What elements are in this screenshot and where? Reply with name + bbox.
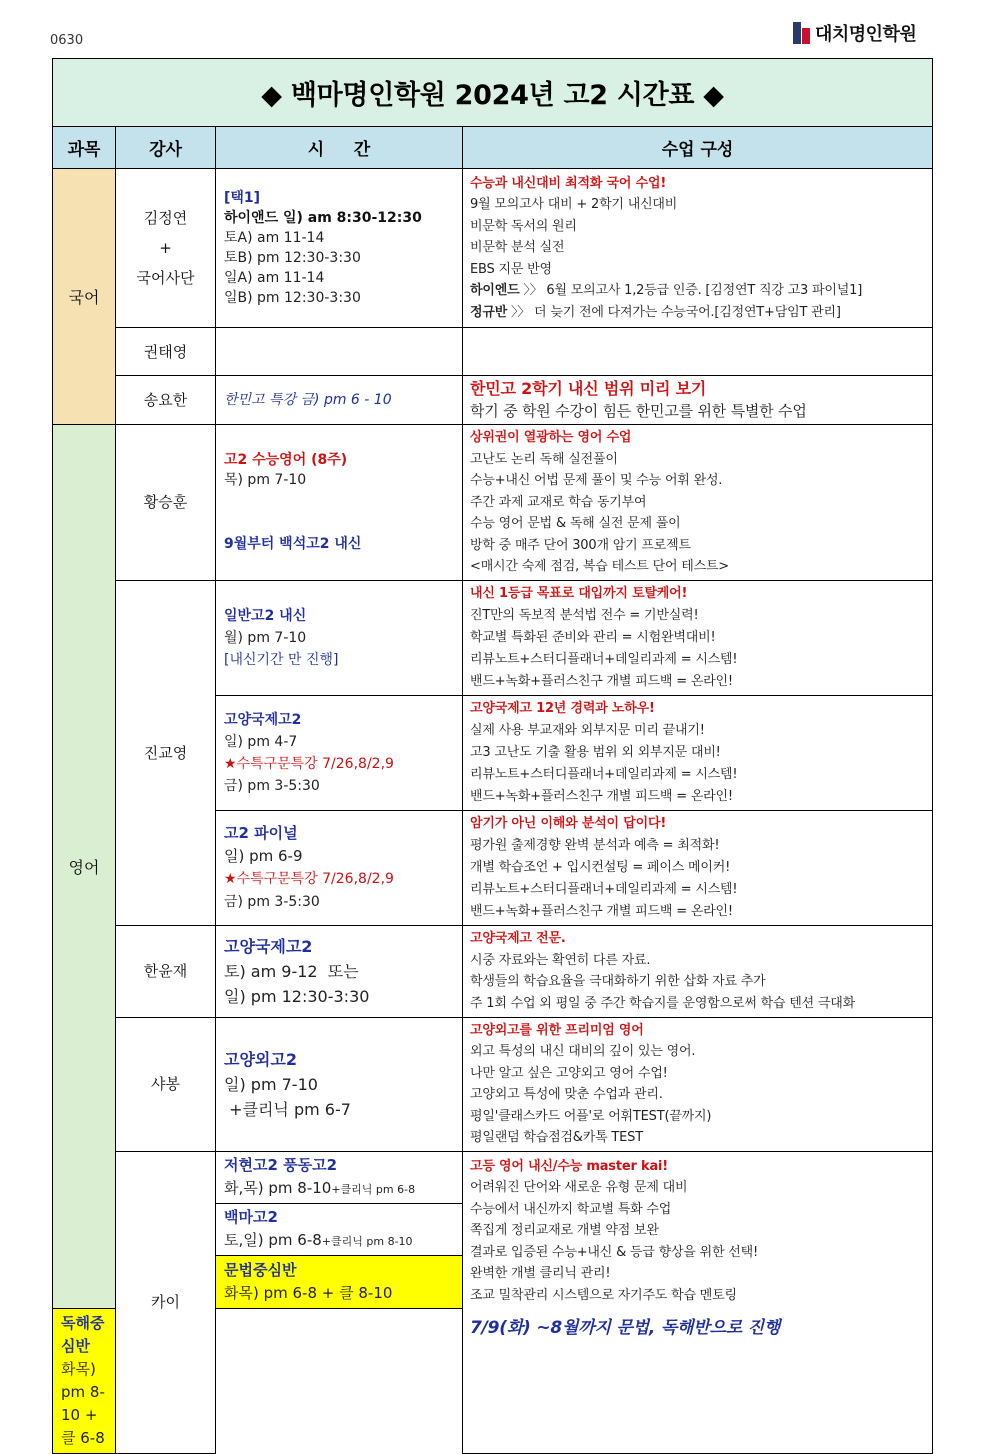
time-head: 고2 파이널: [224, 823, 298, 842]
content-head: 한민고 2학기 내신 범위 미리 보기: [470, 379, 707, 398]
content-line: 완벽한 개별 클리닉 관리!: [470, 1266, 611, 1281]
time-head: 독해중심반: [61, 1313, 105, 1355]
content-line: 개별 학습조언 + 입시컨설팅 = 페이스 메이커!: [470, 859, 731, 875]
time-line: 일B) pm 12:30-3:30: [224, 290, 361, 306]
content-line: 리뷰노트+스터디플래너+데일리과제 = 시스템!: [470, 766, 738, 782]
teacher-name: 김정연: [143, 209, 188, 227]
content-line: 쪽집게 정리교재로 개별 약점 보완: [470, 1223, 659, 1238]
content-kwon: [463, 328, 933, 376]
logo-text: 대치명인학원: [815, 24, 917, 45]
academy-logo: [793, 20, 916, 46]
time-head: 고양외고2: [224, 1049, 297, 1069]
content-head: 고등 영어 내신/수능 master kai!: [470, 1158, 669, 1174]
content-note: 7/9(화) ~8월까지 문법, 독해반으로 진행: [470, 1318, 781, 1338]
content-jin-goyang-intl: [463, 695, 933, 810]
time-line: 월) pm 7-10: [224, 629, 307, 646]
content-line: 리뷰노트+스터디플래너+데일리과제 = 시스템!: [470, 881, 738, 897]
time-line: 금) pm 3-5:30: [224, 777, 320, 794]
content-line: 비문학 분석 실전: [470, 240, 565, 256]
time-sharon: [216, 1017, 463, 1151]
time-line: 일) pm 7-10: [224, 1074, 318, 1094]
teacher-kwon: 권태영: [116, 328, 216, 376]
time-line: 한민고 특강 금) pm 6 - 10: [224, 392, 392, 408]
highend-label: 하이엔드: [470, 283, 520, 299]
time-hwang: [216, 425, 463, 581]
content-line: EBS 지문 반영: [470, 261, 552, 277]
table-row: [53, 169, 933, 328]
time-head: 백마고2: [224, 1207, 278, 1226]
content-sharon: [463, 1017, 933, 1151]
content-line: 평일랜덤 학습점검&카톡 TEST: [470, 1130, 643, 1145]
schedule-table: [52, 58, 933, 1454]
teacher-sharon: 샤봉: [116, 1017, 216, 1151]
regular-label: 정규반: [470, 304, 508, 320]
time-clinic: +클리닉 pm 6-8: [331, 1182, 416, 1196]
time-line: 일) pm 12:30-3:30: [224, 986, 370, 1006]
content-line: 시중 자료와는 확연히 다른 자료.: [470, 952, 651, 968]
time-line: 토,일) pm 6-8: [224, 1230, 322, 1249]
content-kim: [463, 169, 933, 328]
content-line: 고3 고난도 기출 활용 범위 외 외부지문 대비!: [470, 744, 721, 760]
content-line: 리뷰노트+스터디플래너+데일리과제 = 시스템!: [470, 651, 738, 667]
content-jin-general: [463, 580, 933, 695]
content-line: 조교 밀착관리 시스템으로 자기주도 학습 멘토링: [470, 1287, 737, 1303]
time-kai-slot2: [216, 1203, 463, 1255]
content-line: 고난도 논리 독해 실전풀이: [470, 451, 618, 467]
content-line: 평일'클래스카드 어플'로 어휘TEST(끝까지): [470, 1108, 712, 1124]
content-kai: [463, 1151, 933, 1453]
time-kai-slot1: [216, 1151, 463, 1203]
content-line: 나만 알고 싶은 고양외고 영어 수업!: [470, 1065, 668, 1081]
header-content: 수업 구성: [463, 127, 933, 169]
content-line: 결과로 입증된 수능+내신 & 등급 향상을 위한 선택!: [470, 1244, 758, 1260]
time-head: 일반고2 내신: [224, 607, 307, 624]
header-time: 시 간: [216, 127, 463, 169]
time-line: 토) am 9-12 또는: [224, 961, 359, 981]
content-line: 주간 과제 교재로 학습 동기부여: [470, 494, 647, 510]
time-note: 9월부터 백석고2 내신: [224, 536, 362, 553]
content-line: 학생들의 학습요율을 극대화하기 위한 삽화 자료 추가: [470, 974, 766, 989]
content-line: 학기 중 학원 수강이 힘든 한민고를 위한 특별한 수업: [470, 402, 807, 420]
content-line: 밴드+녹화+플러스친구 개별 피드백 = 온라인!: [470, 903, 733, 919]
table-row: [53, 376, 933, 425]
subject-english: 영어: [53, 425, 116, 1309]
time-kwon: [216, 328, 463, 376]
content-line: 방학 중 매주 단어 300개 암기 프로젝트: [470, 537, 691, 553]
content-line: 실제 사용 부교재와 외부지문 미리 끝내기!: [470, 722, 705, 738]
teacher-han: 한윤재: [116, 925, 216, 1017]
time-line: 화,목) pm 8-10: [224, 1178, 332, 1197]
content-line: 비문학 독서의 원리: [470, 218, 577, 234]
content-line: 수능에서 내신까지 학교별 특화 수업: [470, 1201, 672, 1217]
regular-text: 〉〉 더 늦기 전에 다져가는 수능국어.[김정연T+담임T 관리]: [507, 304, 841, 320]
time-special: ★수특구문특강 7/26,8/2,9: [224, 870, 394, 887]
content-line: [470, 280, 925, 302]
time-head: 고양국제고2: [224, 711, 302, 728]
time-jin-final: [216, 810, 463, 925]
header-teacher: 강사: [116, 127, 216, 169]
time-line: 일) pm 6-9: [224, 846, 303, 865]
content-head: 암기가 아닌 이해와 분석이 답이다!: [470, 815, 667, 831]
time-head: 문법중심반: [224, 1260, 297, 1279]
header-subject: 과목: [53, 127, 116, 169]
table-row: [53, 1151, 933, 1203]
time-special: ★수특구문특강 7/26,8/2,9: [224, 755, 394, 772]
teacher-jin: 진교영: [116, 580, 216, 925]
time-kai-slot4: [53, 1308, 116, 1453]
table-row: [53, 425, 933, 581]
content-line: 고양외고 특성에 맞춘 수업과 관리.: [470, 1087, 663, 1102]
time-line: 화목) pm 6-8 + 클 8-10: [224, 1283, 393, 1302]
content-line: 평가원 출제경향 완벽 분석과 예측 = 최적화!: [470, 837, 720, 853]
time-jin-goyang-intl: [216, 695, 463, 810]
content-line: <매시간 숙제 점검, 복습 테스트 단어 테스트>: [470, 559, 729, 574]
time-han: [216, 925, 463, 1017]
content-line: 외고 특성의 내신 대비의 깊이 있는 영어.: [470, 1044, 696, 1059]
subject-korean: 국어: [53, 169, 116, 425]
content-line: 밴드+녹화+플러스친구 개별 피드백 = 온라인!: [470, 788, 733, 804]
time-line: +클리닉 pm 6-7: [224, 1099, 351, 1119]
content-song: [463, 376, 933, 425]
content-head: 고양외고를 위한 프리미엄 영어: [470, 1022, 644, 1038]
time-kim: [216, 169, 463, 328]
time-line: 토A) am 11-14: [224, 230, 325, 246]
teacher-kim: [116, 169, 216, 328]
table-row: [53, 925, 933, 1017]
teacher-kai: 카이: [116, 1151, 216, 1453]
time-line: 목) pm 7-10: [224, 472, 307, 489]
content-line: 진T만의 독보적 분석법 전수 = 기반실력!: [470, 607, 699, 623]
time-line: 화목) pm 8-10 + 클 6-8: [61, 1359, 105, 1447]
content-head: 고양국제고 전문.: [470, 931, 566, 946]
content-head: 고양국제고 12년 경력과 노하우!: [470, 700, 655, 716]
time-line: 하이앤드 일) am 8:30-12:30: [224, 210, 422, 226]
content-hwang: [463, 425, 933, 581]
content-jin-final: [463, 810, 933, 925]
time-line: 일) pm 4-7: [224, 733, 298, 750]
content-line: 학교별 특화된 준비와 관리 = 시험완벽대비!: [470, 629, 716, 645]
page-code: 0630: [50, 33, 84, 48]
time-line: [택1]: [224, 190, 261, 206]
logo-mark-icon: [793, 22, 810, 44]
teacher-hwang: 황승훈: [116, 425, 216, 581]
teacher-plus: +: [159, 239, 172, 257]
time-note: [내신기간 만 진행]: [224, 651, 339, 668]
content-line: 수능+내신 어법 문제 풀이 및 수능 어휘 완성.: [470, 473, 723, 488]
highend-text: 〉〉 6월 모의고사 1,2등급 인증. [김정연T 직강 고3 파이널1]: [519, 283, 863, 299]
time-clinic: +클리닉 pm 8-10: [321, 1234, 413, 1248]
time-line: 토B) pm 12:30-3:30: [224, 250, 361, 266]
content-line: 주 1회 수업 외 평일 중 주간 학습지를 운영함으로써 학습 텐션 극대화: [470, 995, 855, 1011]
content-head: 상위권이 열광하는 영어 수업: [470, 430, 632, 445]
time-line: 금) pm 3-5:30: [224, 893, 320, 910]
content-line: 밴드+녹화+플러스친구 개별 피드백 = 온라인!: [470, 673, 733, 689]
time-head: 고2 수능영어 (8주): [224, 452, 348, 469]
content-head: 내신 1등급 목표로 대입까지 토탈케어!: [470, 585, 688, 601]
content-line: 어려워진 단어와 새로운 유형 문제 대비: [470, 1180, 688, 1195]
time-head: 고양국제고2: [224, 936, 313, 956]
schedule-title: ◆ 백마명인학원 2024년 고2 시간표 ◆: [53, 59, 933, 127]
content-line: 수능 영어 문법 & 독해 실전 문제 풀이: [470, 516, 681, 531]
teacher-team: 국어사단: [136, 269, 195, 287]
table-row: [53, 328, 933, 376]
time-jin-general: [216, 580, 463, 695]
content-han: [463, 925, 933, 1017]
time-song: [216, 376, 463, 425]
time-head: 저현고2 풍동고2: [224, 1155, 338, 1174]
content-line: 9월 모의고사 대비 + 2학기 내신대비: [470, 197, 678, 213]
teacher-song: 송요한: [116, 376, 216, 425]
time-line: 일A) am 11-14: [224, 270, 325, 286]
time-kai-slot3: [216, 1255, 463, 1308]
table-row: [53, 580, 933, 695]
content-head: 수능과 내신대비 최적화 국어 수업!: [470, 175, 667, 191]
table-row: [53, 1017, 933, 1151]
content-line: [470, 302, 925, 324]
